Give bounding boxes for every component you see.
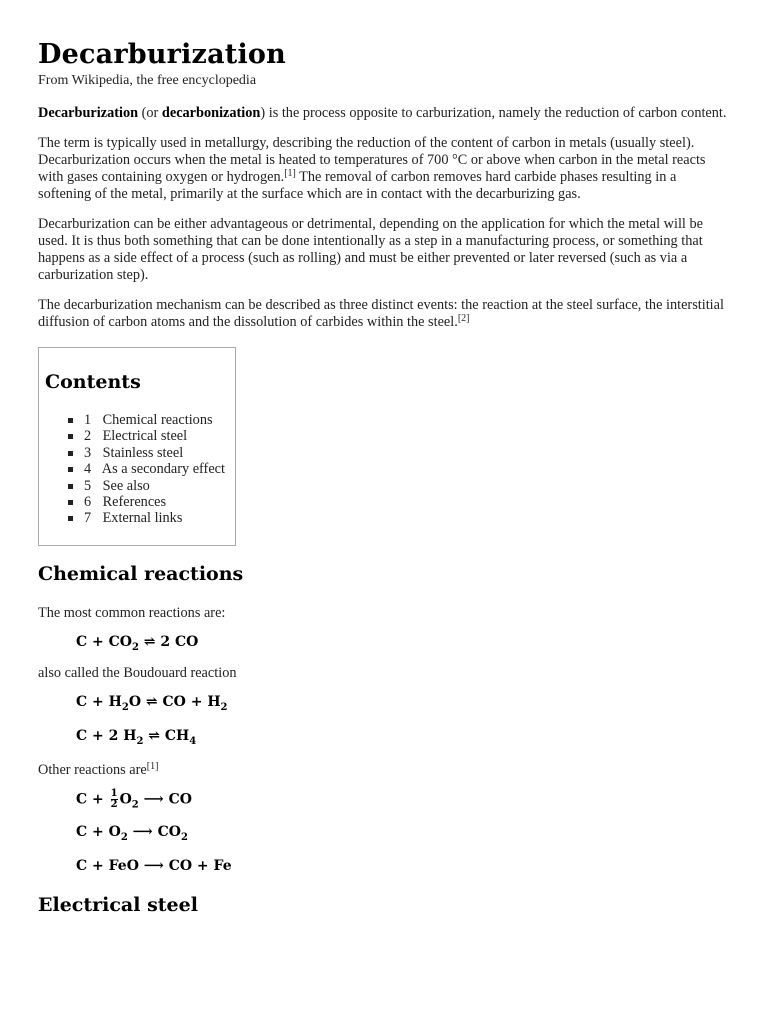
term-decarbonization: decarbonization [161,105,261,121]
equation-water-gas: $C + H_2O$ ⇌ CO + $H_2$ [76,694,228,713]
term-decarburization: Decarburization [38,105,139,121]
intro-paragraph: Decarburization (or decarbonization) is the process opposite to carburization, namely the reduction of carbon content. [38,105,727,121]
paragraph-application: Decarburization can be either advantageous or detrimental, depending on the application for which the metal will be used. It is thus both something that can be done intentionally as a step in a manufacturing process, or something that happens as a side effect of a process (such as rolling) and must be either prevented or later reversed (such as via a carburization step). [38,216,703,283]
fraction-one-half: $\frac{1}{2}$ [110,788,118,810]
section-heading-chemical-reactions: Chemical reactions [38,563,244,585]
toc-item[interactable]: 4 As a secondary effect [68,461,225,477]
toc-item[interactable]: 6 References [68,494,225,510]
article [38,38,728,916]
reference-link[interactable]: [2] [457,313,470,324]
reactions-lead: The most common reactions are: [38,605,226,621]
other-reactions-lead: Other reactions are[1] [38,761,159,778]
paragraph-metallurgy: The term is typically used in metallurgy, describing the reduction of the content of carbon in metals (usually steel). Decarburization occurs when the metal is heated to temperatures of 700 °C or above when carbon in the metal reacts with gases containing oxygen or hydrogen.[1] The removal of carbon removes hard carbide phases resulting in a softening of the metal, primarily at the surface which are in contact with the decarburizing gas. [38,135,706,202]
toc-heading: Contents [45,371,141,393]
table-of-contents [38,347,236,546]
page-title: Decarburization [38,39,286,70]
reference-link[interactable]: [1] [146,761,159,772]
toc-item[interactable]: 3 Stainless steel [68,445,225,461]
toc-item[interactable]: 1 Chemical reactions [68,412,225,428]
toc-item[interactable]: 5 See also [68,478,225,494]
paragraph-mechanism: The decarburization mechanism can be described as three distinct events: the reaction at the steel surface, the interstitial diffusion of carbon atoms and the dissolution of carbides within the steel.[2] [38,297,724,330]
toc-list [68,412,225,527]
reference-link[interactable]: [1] [284,168,296,179]
equation-half-oxygen: C + $\frac{1}{2}$ $O_2$ ⟶ CO [76,788,192,811]
toc-item[interactable]: 7 External links [68,510,225,526]
boudouard-caption: also called the Boudouard reaction [38,665,237,681]
section-heading-electrical-steel: Electrical steel [38,894,198,916]
toc-item[interactable]: 2 Electrical steel [68,428,225,444]
equation-methane: C + 2 $H_2$ ⇌ $CH_4$ [76,728,197,747]
equation-boudouard: $C + CO_2$ ⇌ 2 CO [76,634,199,653]
equation-oxygen: $C + O_2$ ⟶ $CO_2$ [76,824,188,843]
tagline: From Wikipedia, the free encyclopedia [38,73,257,88]
equation-iron-oxide: C + FeO ⟶ CO + Fe [76,858,232,874]
